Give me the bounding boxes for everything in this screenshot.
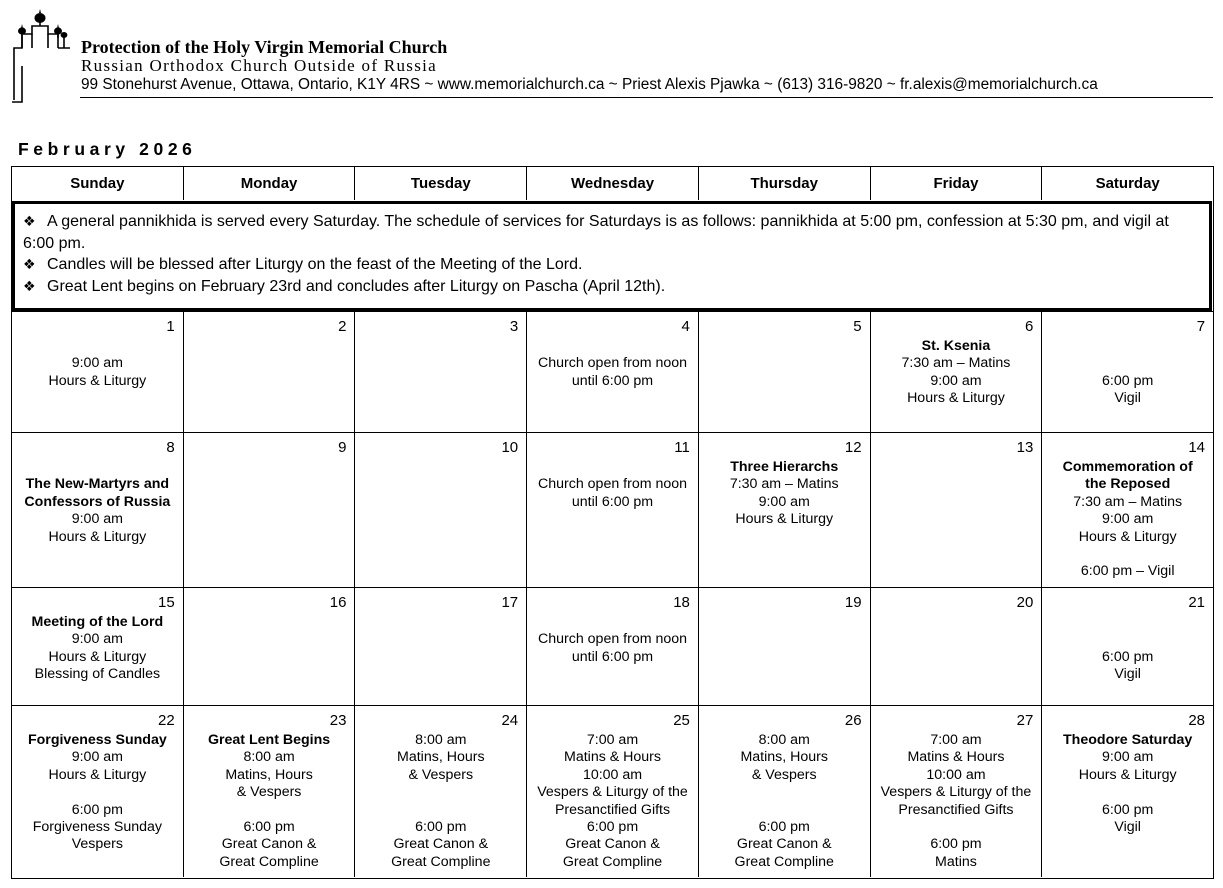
event-title: the Reposed — [1085, 476, 1171, 493]
day-cell — [698, 312, 870, 432]
event-line: Presanctified Gifts — [554, 801, 671, 818]
event-line — [12, 784, 183, 801]
day-cell — [870, 312, 1042, 432]
day-number: 4 — [681, 318, 690, 335]
day-cell — [1041, 312, 1213, 432]
event-line: Vigil — [1114, 819, 1141, 836]
day-header-thursday: Thursday — [698, 167, 870, 200]
event-line: Matins, Hours — [225, 766, 313, 783]
event-line: 9:00 am — [758, 493, 810, 510]
church-subtitle: Russian Orthodox Church Outside of Russia — [81, 56, 437, 75]
note-item — [23, 254, 1201, 276]
day-events — [184, 732, 355, 871]
event-line: Hours & Liturgy — [48, 766, 147, 783]
event-line: Great Canon & — [736, 836, 832, 853]
day-number: 11 — [674, 439, 690, 456]
event-line — [527, 338, 698, 355]
event-line: Hours & Liturgy — [1078, 528, 1177, 545]
day-header-sunday: Sunday — [70, 175, 125, 192]
event-line: Great Canon & — [221, 836, 317, 853]
day-cell — [12, 588, 183, 705]
day-number: 22 — [158, 712, 175, 729]
event-line: 6:00 pm — [415, 819, 467, 835]
day-cell — [183, 588, 355, 705]
day-header-tuesday: Tuesday — [354, 167, 526, 200]
event-line: Church open from noon — [537, 631, 688, 648]
day-header-saturday: Saturday — [1041, 167, 1213, 200]
day-number: 20 — [1016, 594, 1034, 611]
day-cell — [526, 312, 698, 432]
day-cell — [698, 588, 870, 705]
day-number: 13 — [1016, 439, 1034, 456]
day-events — [1042, 732, 1213, 836]
event-line: Vespers & Liturgy of the — [537, 784, 688, 801]
event-line: Church open from noon — [537, 355, 688, 372]
day-number: 24 — [501, 712, 519, 729]
event-line: 6:00 pm — [1102, 372, 1154, 389]
church-domes-icon — [10, 8, 76, 104]
day-number: 21 — [1188, 594, 1206, 611]
event-line: Great Canon & — [393, 836, 489, 853]
event-line — [355, 802, 526, 819]
event-line: Great Compline — [734, 853, 834, 870]
event-line: & Vespers — [751, 766, 817, 783]
day-events — [527, 732, 698, 871]
event-line: Great Compline — [219, 853, 319, 870]
event-line: Presanctified Gifts — [898, 801, 1014, 818]
event-line: 10:00 am — [926, 766, 986, 783]
day-cell — [870, 588, 1042, 705]
day-events — [12, 614, 183, 684]
event-line — [1042, 631, 1213, 648]
event-line: & Vespers — [408, 766, 474, 783]
event-line: Great Compline — [562, 853, 663, 870]
day-cell — [12, 312, 183, 432]
day-cell — [1041, 706, 1213, 877]
note-text: Candles will be blessed after Liturgy on the feast of the Meeting of the Lord. — [47, 256, 583, 273]
day-events — [527, 338, 698, 390]
event-line: 6:00 pm — [758, 819, 810, 835]
day-header-monday: Monday — [183, 167, 355, 200]
day-cell — [354, 706, 526, 877]
event-line: Vespers & Liturgy of the — [880, 784, 1032, 801]
event-line: 6:00 pm — [930, 836, 982, 853]
event-line — [527, 459, 698, 476]
day-number: 16 — [329, 594, 347, 611]
event-line: Hours & Liturgy — [1078, 766, 1177, 783]
day-cell — [183, 706, 355, 877]
day-cell — [1041, 433, 1213, 587]
event-line: 6:00 pm — [586, 819, 639, 836]
day-events — [1042, 614, 1213, 684]
event-line — [12, 338, 183, 355]
event-line: 7:30 am – Matins — [1073, 493, 1183, 510]
day-cell — [526, 588, 698, 705]
diamond-bullet-icon: ❖ — [23, 214, 36, 230]
event-line: 9:00 am — [71, 511, 123, 528]
event-line: Hours & Liturgy — [907, 390, 1005, 407]
day-cell — [12, 706, 183, 877]
week-row — [12, 311, 1213, 432]
event-title: St. Ksenia — [921, 338, 991, 354]
day-number: 15 — [158, 594, 175, 611]
event-line: 8:00 am — [243, 749, 295, 766]
day-number: 26 — [844, 712, 862, 729]
event-line: Hours & Liturgy — [48, 372, 147, 389]
day-number: 5 — [853, 318, 862, 335]
diamond-bullet-icon: ❖ — [23, 279, 36, 295]
event-line: until 6:00 pm — [571, 648, 654, 665]
day-header-row — [12, 167, 1213, 200]
event-line: Vespers — [71, 836, 123, 853]
day-events — [12, 732, 183, 854]
day-events — [1042, 338, 1213, 408]
note-item — [23, 211, 1201, 254]
event-title: Forgiveness Sunday — [27, 732, 167, 748]
event-line: & Vespers — [236, 784, 302, 801]
calendar-grid — [11, 166, 1214, 879]
week-row — [12, 432, 1213, 587]
event-line: 9:00 am — [930, 372, 982, 389]
day-number: 2 — [338, 318, 347, 335]
day-cell — [698, 706, 870, 877]
day-events — [699, 459, 870, 529]
event-line: 7:30 am – Matins — [901, 355, 1011, 372]
day-cell — [12, 433, 183, 587]
event-line: Great Compline — [391, 853, 491, 870]
event-line: Vigil — [1114, 390, 1141, 407]
day-number: 9 — [338, 439, 347, 456]
event-line: until 6:00 pm — [571, 493, 654, 510]
day-cell — [354, 433, 526, 587]
day-cell — [870, 433, 1042, 587]
event-line: Great Canon & — [565, 836, 660, 853]
event-title: Theodore Saturday — [1063, 732, 1193, 748]
event-line: 6:00 pm – Vigil — [1080, 563, 1175, 580]
day-number: 23 — [329, 712, 347, 729]
day-cell — [526, 706, 698, 877]
event-line: 9:00 am — [71, 749, 123, 766]
note-text: Great Lent begins on February 23rd and concludes after Liturgy on Pascha (April 12th). — [47, 278, 666, 295]
day-cell — [183, 433, 355, 587]
day-events — [12, 459, 183, 546]
day-number: 27 — [1016, 712, 1034, 729]
day-cell — [526, 433, 698, 587]
day-events — [527, 459, 698, 511]
day-events — [871, 732, 1042, 871]
event-line: 9:00 am — [1102, 749, 1154, 766]
day-cell — [1041, 588, 1213, 705]
day-events — [871, 338, 1042, 408]
day-cell — [698, 433, 870, 587]
event-line: Vigil — [1114, 666, 1141, 683]
day-number: 8 — [166, 439, 175, 456]
event-title: Meeting of the Lord — [31, 614, 164, 630]
event-line — [699, 784, 870, 801]
day-events — [1042, 459, 1213, 581]
day-events — [699, 732, 870, 871]
event-line: 9:00 am — [71, 631, 123, 648]
event-line — [699, 802, 870, 819]
event-title: Commemoration of — [1062, 459, 1193, 475]
day-number: 19 — [844, 594, 862, 611]
event-line: Matins, Hours — [740, 749, 828, 766]
note-item — [23, 276, 1201, 298]
event-line — [1042, 338, 1213, 355]
day-cell — [354, 312, 526, 432]
event-line — [184, 802, 355, 819]
event-line: 7:30 am – Matins — [729, 476, 839, 493]
event-line: 9:00 am — [1102, 511, 1154, 528]
event-line: Church open from noon — [537, 476, 688, 493]
day-number: 1 — [166, 318, 175, 335]
event-line: Hours & Liturgy — [48, 648, 147, 665]
event-line: 6:00 pm — [1102, 801, 1154, 818]
event-line: Forgiveness Sunday — [32, 819, 163, 836]
event-line: Blessing of Candles — [34, 666, 161, 683]
event-title: Three Hierarchs — [730, 459, 839, 475]
event-line: Hours & Liturgy — [735, 511, 834, 528]
note-text: A general pannikhida is served every Saturday. The schedule of services for Saturdays is as follows: pannikhida at 5:00 pm, confession at 5:30 pm, and vigil at 6:00 pm. — [23, 213, 1169, 252]
diamond-bullet-icon: ❖ — [23, 257, 36, 273]
event-title: The New-Martyrs and — [25, 476, 170, 493]
event-title: Great Lent Begins — [207, 732, 331, 748]
event-line — [1042, 355, 1213, 372]
event-line — [1042, 784, 1213, 801]
notes-box — [12, 201, 1212, 311]
event-line — [12, 459, 183, 476]
day-number: 28 — [1188, 712, 1206, 729]
day-number: 6 — [1024, 318, 1034, 335]
week-row — [12, 705, 1213, 877]
day-events — [527, 614, 698, 666]
church-address-line: 99 Stonehurst Avenue, Ottawa, Ontario, K1Y 4RS ~ www.memorialchurch.ca ~ Priest Alexis Pjawka ~ (613) 316-9820 ~ fr.alexis@memorialchurch.ca — [81, 76, 1098, 93]
day-number: 7 — [1196, 318, 1206, 335]
event-line: 6:00 pm — [71, 801, 123, 818]
event-line: 6:00 pm — [1102, 648, 1154, 665]
event-line: Hours & Liturgy — [48, 528, 147, 545]
day-cell — [354, 588, 526, 705]
event-line — [1042, 546, 1213, 563]
event-line — [355, 784, 526, 801]
event-line: 8:00 am — [415, 732, 467, 748]
header-rule — [80, 97, 1213, 98]
event-line: 10:00 am — [582, 766, 643, 783]
day-number: 17 — [501, 594, 519, 611]
event-line: 7:00 am — [586, 732, 639, 748]
event-title: Confessors of Russia — [24, 493, 171, 510]
day-number: 18 — [673, 594, 690, 611]
day-cell — [870, 706, 1042, 877]
event-line: 6:00 pm — [243, 819, 295, 836]
event-line — [1042, 614, 1213, 631]
event-line — [871, 819, 1042, 836]
day-events — [12, 338, 183, 390]
day-header-wednesday: Wednesday — [526, 167, 698, 200]
event-line: Matins, Hours — [397, 749, 485, 766]
day-number: 3 — [509, 318, 519, 335]
day-cell — [183, 312, 355, 432]
event-line: Matins & Hours — [564, 749, 661, 766]
day-number: 14 — [1188, 439, 1206, 456]
day-number: 12 — [844, 439, 862, 456]
event-line: Matins & Hours — [907, 749, 1005, 766]
event-line: until 6:00 pm — [571, 372, 654, 389]
event-line — [527, 614, 698, 631]
day-events — [355, 732, 526, 871]
event-line: 7:00 am — [930, 732, 982, 748]
event-line: 8:00 am — [758, 732, 810, 748]
day-number: 25 — [673, 712, 690, 729]
event-line: 9:00 am — [71, 355, 123, 372]
week-row — [12, 587, 1213, 705]
day-number: 10 — [501, 439, 519, 456]
event-line: Matins — [935, 853, 977, 870]
day-header-friday: Friday — [870, 167, 1042, 200]
month-title: February 2026 — [18, 139, 197, 159]
church-name: Protection of the Holy Virgin Memorial Church — [81, 37, 448, 57]
